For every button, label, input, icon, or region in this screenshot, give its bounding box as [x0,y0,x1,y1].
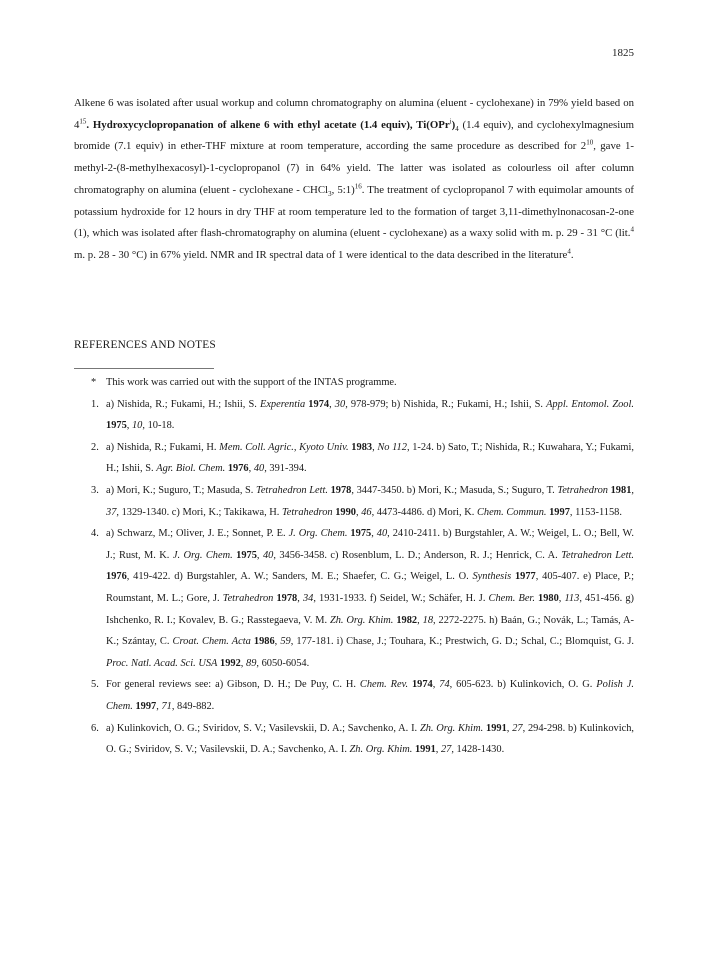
citation-text: , 3456-3458. c) Rosenblum, L. D.; Anderson, R. J.; Henrick, C. A. [273,549,562,561]
citation-italic: Experentia [259,398,306,410]
citation-text: a) Schwarz, M.; Oliver, J. E.; Sonnet, P. E. [106,528,289,540]
citation-text: , [417,614,423,626]
citation-year: 1991 [414,744,436,756]
citation-text: , 4473-4486. d) Mori, K. [371,506,477,518]
citation-year: 1978 [276,592,298,604]
citation-italic: Chem. Ber. [488,592,535,604]
citation-year: 1986 [253,636,275,648]
paragraph-segment: 4 [567,247,571,256]
citation-year: 1981 [610,484,632,496]
citation-year: 1974 [411,679,433,691]
citation-text: , [256,549,263,561]
body-paragraph [74,93,634,267]
citation-year: 1983 [351,441,373,453]
paragraph-segment: 4 [630,225,634,234]
reference-number: 4. [91,528,99,540]
citation-text: , [126,420,132,432]
citation-italic: Tetrahedron Lett. [256,484,328,496]
citation-text: , 294-298. b) Kulinkovich, O. G.; Sviridov, S. V.; Vasilevskii, D. A.; Savchenko, A. I. [106,722,634,756]
citation-year: 1997 [135,700,157,712]
references-list [74,372,634,761]
citation-text: a) Nishida, R.; Fukami, H. [106,441,220,453]
citation-italic: 30 [334,398,346,410]
citation-italic: Synthesis [472,571,512,583]
reference-item [74,523,634,674]
citation-italic: 10 [131,420,143,432]
reference-item [74,480,634,523]
citation-text: , [371,528,377,540]
reference-item [74,394,634,437]
citation-text: , 978-979; b) Nishida, R.; Fukami, H.; Ishii, S. [345,398,547,410]
citation-italic: Tetrahedron Lett. [561,549,634,561]
citation-text: , 391-394. [264,463,307,475]
paragraph-segment: i [449,117,452,126]
paragraph-segment: . The treatment of cyclopropanol 7 with equimolar amounts of potassium hydroxide for 12 hours in dry THF at room temperature led to the formation of target 3,11-dimethylnonacosan-2-one (1), which was isolated after flash-chromatography on alumina (eluent - cyclohexane) as a waxy solid with m. p. 29 - 31 °C (lit. [74,183,634,240]
citation-italic: 89 [246,657,257,669]
citation-italic: 34 [302,592,314,604]
paragraph-segment: 3 [328,189,332,198]
citation-italic: Zh. Org. Khim. [419,722,484,734]
paragraph-segment: ) [451,118,456,131]
reference-item [74,674,634,717]
citation-text: , [435,744,441,756]
citation-text: , 1428-1430. [451,744,505,756]
citation-italic: 59 [280,636,291,648]
paragraph-segment: . [570,248,574,261]
citation-italic: Tetrahedron [557,484,608,496]
citation-text: a) Nishida, R.; Fukami, H.; Ishii, S. [106,398,260,410]
citation-italic: 46 [361,506,372,518]
citation-year: 1975 [236,549,257,561]
citation-text: For general reviews see: a) Gibson, D. H.; De Puy, C. H. [106,679,360,691]
citation-text: , [156,700,162,712]
citation-italic: Agr. Biol. Chem. [156,463,226,475]
paragraph-segment: 16 [354,182,362,191]
citation-italic: Zh. Org. Khim. [349,744,413,756]
citation-text: , [329,398,335,410]
citation-year: 1990 [335,506,356,518]
citation-italic: 37 [106,506,117,518]
citation-italic: J. Org. Chem. [288,528,348,540]
citation-text: , 2410-2411. b) Burgstahler, A. W.; Weigel, L. O.; Bell, W. J.; Rust, M. K. [106,528,634,561]
citation-text: , 451-456. g) Ishchenko, R. I.; Kovalev, B. G.; Rasstegaeva, V. M. [106,592,634,626]
citation-text: , 177-181. i) Chase, J.; Touhara, K.; Prestwich, G. D.; Schal, C.; Blomquist, G. J. [290,636,635,648]
citation-italic: Mem. Coll. Agric., Kyoto Univ. [219,441,349,453]
citation-italic: Croat. Chem. Acta [172,636,251,648]
citation-year: 1997 [549,506,570,518]
citation-text: , 2272-2275. h) Baán, G.; Novák, L.; Tamás, A-K.; Szántay, C. [106,614,635,648]
citation-text: , [432,679,440,691]
reference-item [74,718,634,761]
citation-text: , [248,463,254,475]
reference-number: 5. [91,679,99,691]
citation-italic: 40 [253,463,265,475]
citation-italic: Chem. Rev. [359,679,409,691]
paragraph-segment: (1.4 equiv), and cyclohexylmagnesium bromide (7.1 equiv) in ether-THF mixture at room temperature, according the same procedure as described for 2 [74,118,635,153]
reference-number: 6. [91,722,99,734]
citation-italic: Tetrahedron [281,506,333,518]
citation-text: , 1153-1158. [569,506,622,518]
citation-italic: 113 [564,592,580,604]
citation-text: , [506,722,513,734]
reference-number: 2. [91,441,99,453]
citation-text: , [297,592,303,604]
citation-year: 1978 [330,484,352,496]
citation-text: This work was carried out with the support of the INTAS programme. [106,377,397,388]
citation-text: , [372,441,378,453]
citation-text: , [356,506,362,518]
citation-text: a) Kulinkovich, O. G.; Sviridov, S. V.; Vasilevskii, D. A.; Savchenko, A. I. [106,722,420,734]
reference-item [74,372,634,394]
citation-text: , 605-623. b) Kulinkovich, O. G. [449,679,597,691]
paragraph-segment: , gave 1-methyl-2-(8-methylhexacosyl)-1-cyclopropanol (7) in 64% yield. The latter was isolated as colourless oil after column chromatography on alumina (eluent - cyclohexane - CHCl [74,140,634,196]
citation-text: , 6050-6054. [256,657,310,669]
citation-italic: Polish J. Chem. [106,679,634,712]
citation-text: , 3447-3450. b) Mori, K.; Masuda, S.; Suguro, T. [351,484,558,496]
paragraph-segment: Alkene 6 was isolated after usual workup and column chromatography on alumina (eluent - cyclohexane) in 79% yield based on 4 [74,97,634,131]
paragraph-segment: m. p. 28 - 30 °C) in 67% yield. NMR and IR spectral data of 1 were identical to the data described in the literature [74,248,568,261]
citation-year: 1982 [396,614,418,626]
citation-text: a) Mori, K.; Suguro, T.; Masuda, S. [106,484,256,496]
paragraph-segment: , 5:1) [331,183,355,196]
paragraph-segment: 15 [79,117,87,126]
citation-year: 1991 [486,722,507,734]
citation-italic: Zh. Org. Khim. [329,614,394,626]
citation-italic: 74 [439,679,450,691]
citation-text: , 849-882. [171,700,215,712]
citation-italic: Chem. Commun. [476,506,547,518]
citation-year: 1975 [106,420,127,432]
citation-year: 1980 [538,592,559,604]
references-divider [74,368,214,369]
citation-text: , 1931-1933. f) Seidel, W.; Schäfer, H. J. [313,592,489,604]
reference-number: 3. [91,484,99,496]
citation-text: , 1-24. b) Sato, T.; Nishida, R.; Kuwahara, Y.; Fukami, H.; Ishii, S. [106,441,634,475]
citation-italic: Tetrahedron [222,592,274,604]
citation-text: , 405-407. e) Place, P.; Roumstant, M. L.; Gore, J. [106,571,635,604]
citation-text: , [631,484,634,496]
citation-text: , [274,636,281,648]
citation-text: , [240,657,246,669]
citation-year: 1976 [227,463,249,475]
citation-year: 1992 [220,657,241,669]
citation-text: , 419-422. d) Burgstahler, A. W.; Sanders, M. E.; Shaefer, C. G.; Weigel, L. O. [126,571,473,583]
paragraph-segment: 10 [586,138,594,147]
citation-text: , 1329-1340. c) Mori, K.; Takikawa, H. [116,506,282,518]
citation-text: , [558,592,565,604]
citation-year: 1974 [308,398,330,410]
reference-number: 1. [91,398,99,410]
paragraph-segment: . Hydroxycyclopropanation of alkene 6 with ethyl acetate (1.4 equiv), Ti(OPr [86,118,450,131]
citation-italic: 18 [422,614,434,626]
citation-italic: 27 [512,722,523,734]
citation-year: 1976 [106,571,127,583]
citation-text: , 10-18. [142,420,175,432]
citation-italic: 71 [161,700,172,712]
citation-italic: Proc. Natl. Acad. Sci. USA [106,657,218,669]
page-number: 1825 [612,47,634,59]
reference-number: * [91,377,97,388]
citation-year: 1977 [514,571,536,583]
citation-italic: No 112 [377,441,407,453]
citation-italic: 27 [440,744,452,756]
reference-item [74,437,634,480]
citation-italic: J. Org. Chem. [172,549,233,561]
citation-italic: 40 [262,549,274,561]
citation-italic: Appl. Entomol. Zool. [546,398,634,410]
paragraph-segment: 4 [455,124,459,133]
references-heading: REFERENCES AND NOTES [74,339,216,351]
citation-italic: 40 [376,528,388,540]
citation-year: 1975 [350,528,372,540]
